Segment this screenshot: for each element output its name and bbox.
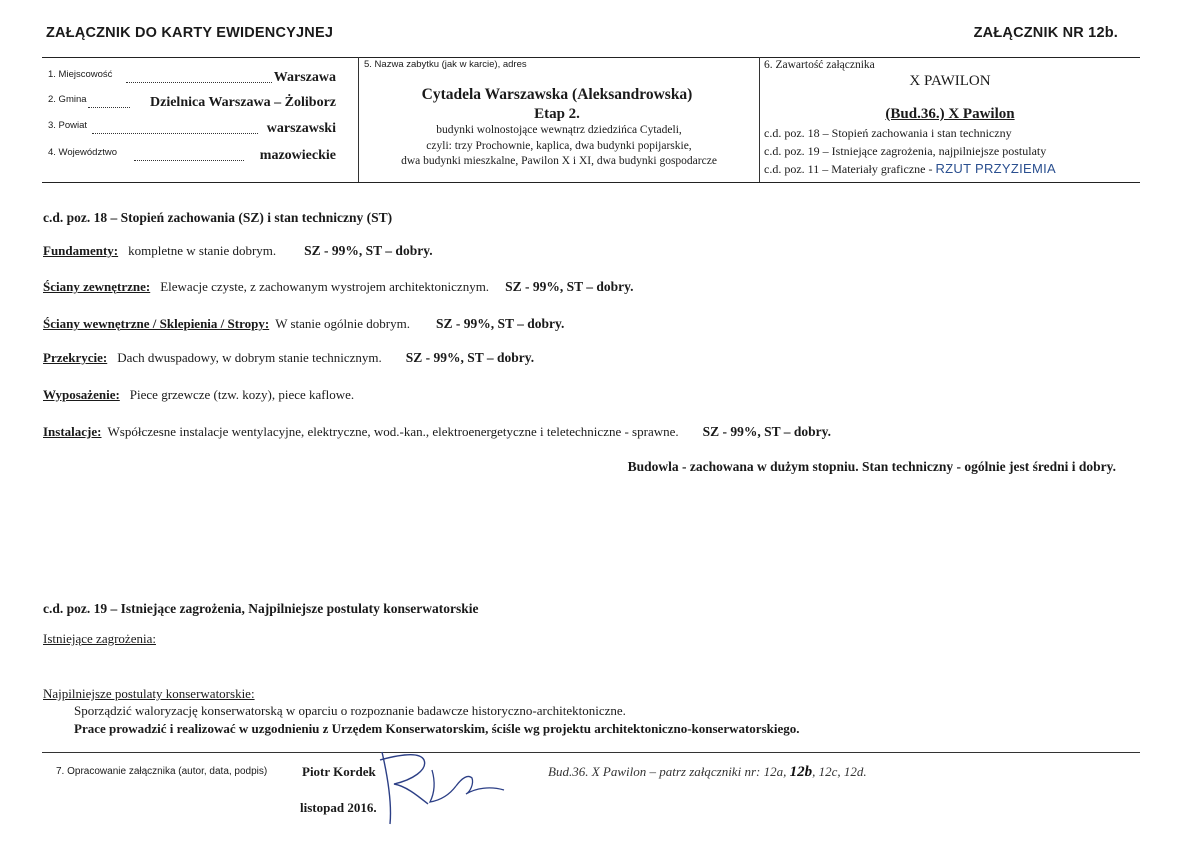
author-name: Piotr Kordek [302,764,376,779]
location-value: Dzielnica Warszawa – Żoliborz [150,95,336,110]
contents-highlight: RZUT PRZYZIEMIA [935,161,1057,176]
contents-subtitle: (Bud.36.) X Pawilon [885,106,1015,122]
related-attachments-reference: Bud.36. X Pawilon – patrz załączniki nr: 12a, 12b, 12c, 12d. [548,764,867,780]
threats-label: Istniejące zagrożenia: [43,631,156,646]
monument-stage: Etap 2. [534,106,580,122]
contents-item: c.d. poz. 18 – Stopień zachowania i stan techniczny [764,126,1012,140]
author-date: listopad 2016. [300,800,377,815]
location-row-miejscowosc: 1. Miejscowość Warszawa [48,69,336,85]
postulate-item: Sporządzić waloryzację konserwatorską w oparciu o rozpoznanie badawcze historyczno-architektoniczne. [74,703,626,718]
attachment-number: ZAŁĄCZNIK NR 12b. [973,25,1118,41]
section-19-title: c.d. poz. 19 – Istniejące zagrożenia, Najpilniejsze postulaty konserwatorskie [43,601,479,616]
monument-label: 5. Nazwa zabytku (jak w karcie), adres [364,59,527,70]
location-value: Warszawa [273,70,336,85]
condition-row-fundamenty: Fundamenty: kompletne w stanie dobrym. SZ - 99%, ST – dobry. [43,243,433,258]
monument-description-line: czyli: trzy Prochownie, kaplica, dwa budynki popijarskie, [426,140,692,152]
attachment-header-title: ZAŁĄCZNIK DO KARTY EWIDENCYJNEJ [46,25,334,41]
section-18-title: c.d. poz. 18 – Stopień zachowania (SZ) i stan techniczny (ST) [43,210,393,225]
condition-row-sciany-zewnetrzne: Ściany zewnętrzne: Elewacje czyste, z zachowanym wystrojem architektonicznym. SZ - 99%, ST – dobry. [43,279,634,294]
condition-row-przekrycie: Przekrycie: Dach dwuspadowy, w dobrym stanie technicznym. SZ - 99%, ST – dobry. [43,350,535,365]
contents-item: c.d. poz. 11 – Materiały graficzne - RZUT PRZYZIEMIA [764,161,1057,176]
location-row-wojewodztwo: 4. Województwo mazowieckie [48,147,336,163]
monument-description-line: dwa budynki mieszkalne, Pawilon X i XI, dwa budynki gospodarcze [401,155,717,167]
condition-row-wyposazenie: Wyposażenie: Piece grzewcze (tzw. kozy), piece kaflowe. [43,387,355,402]
footer-label: 7. Opracowanie załącznika (autor, data, podpis) [56,766,268,777]
handwritten-signature [372,748,512,828]
current-attachment-number: 12b [789,764,813,780]
condition-row-sciany-wewnetrzne: Ściany wewnętrzne / Sklepienia / Stropy: W stanie ogólnie dobrym. SZ - 99%, ST – dobry. [43,316,565,331]
monument-description-line: budynki wolnostojące wewnątrz dziedzińca Cytadeli, [436,124,682,136]
contents-title: X PAWILON [909,73,991,89]
condition-row-instalacje: Instalacje: Współczesne instalacje wentylacyjne, elektryczne, wod.-kan., elektroenergetyczne i teletechniczne - sprawne. SZ - 99%, ST – dobry. [43,424,832,439]
column-divider [358,57,359,182]
location-row-gmina: 2. Gmina Dzielnica Warszawa – Żoliborz [48,94,336,110]
postulates-label: Najpilniejsze postulaty konserwatorskie: [43,686,255,701]
postulate-item: Prace prowadzić i realizować w uzgodnieniu z Urzędem Konserwatorskim, ściśle wg projektu architektoniczno-konserwatorskiego. [74,721,800,736]
location-value: warszawski [266,121,336,136]
contents-item: c.d. poz. 19 – Istniejące zagrożenia, najpilniejsze postulaty [764,144,1047,158]
monument-title: Cytadela Warszawska (Aleksandrowska) [421,86,693,103]
footer-divider [42,752,1140,753]
location-row-powiat: 3. Powiat warszawski [48,120,336,136]
contents-label: 6. Zawartość załącznika [764,59,875,71]
location-value: mazowieckie [259,148,336,163]
condition-summary: Budowla - zachowana w dużym stopniu. Stan techniczny - ogólnie jest średni i dobry. [627,459,1116,474]
